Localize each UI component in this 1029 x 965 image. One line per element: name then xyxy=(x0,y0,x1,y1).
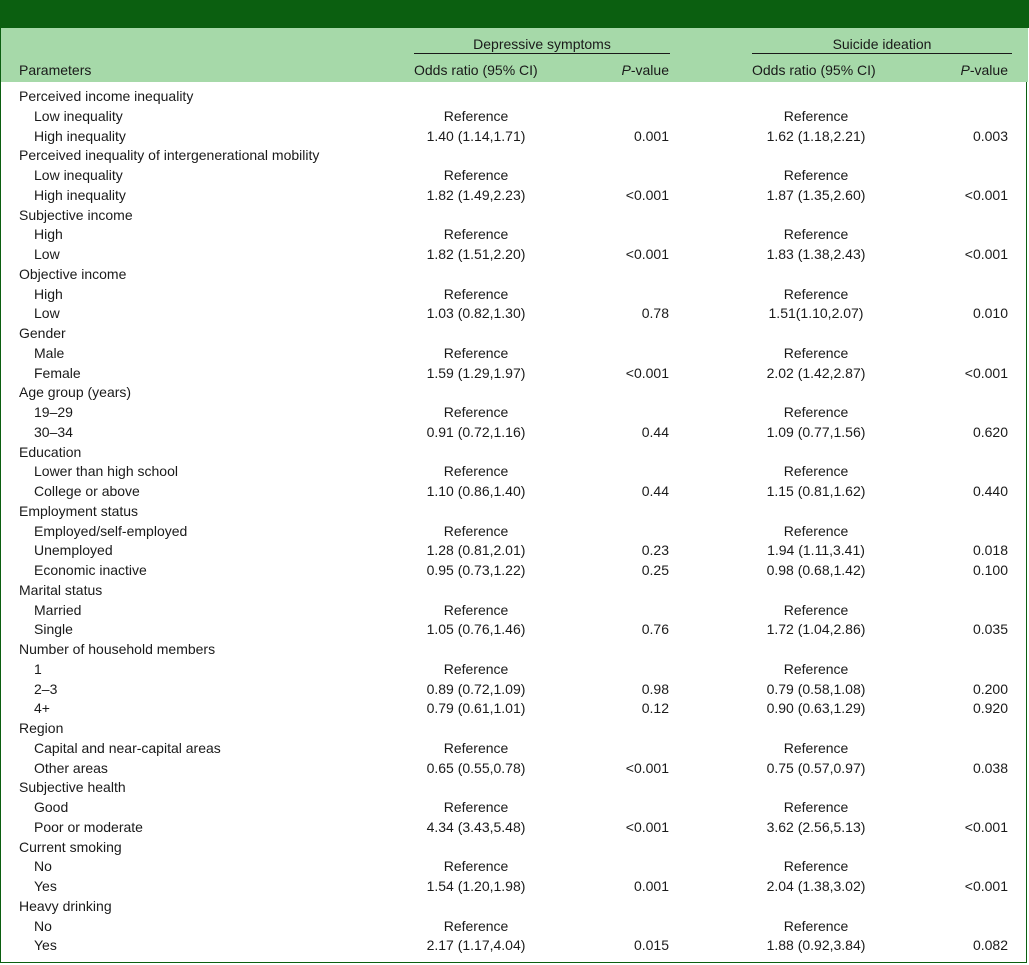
odds-ratio-suicide: Reference xyxy=(783,344,849,361)
odds-ratio-suicide: Reference xyxy=(783,226,849,243)
p-value-depressive: 0.44 xyxy=(641,423,669,440)
p-value-depressive: 0.001 xyxy=(633,127,669,144)
p-value-depressive: 0.015 xyxy=(633,937,669,954)
p-value-depressive: 0.78 xyxy=(641,305,669,322)
p-value-depressive: 0.23 xyxy=(641,542,669,559)
odds-ratio-suicide: 3.62 (2.56,5.13) xyxy=(766,818,866,835)
table-row xyxy=(0,837,1029,857)
p-value-depressive: 0.001 xyxy=(633,878,669,894)
row-label: Low xyxy=(34,246,60,262)
table-row xyxy=(0,916,1029,936)
p-value-suicide: 0.010 xyxy=(972,305,1008,322)
group-rule-suicide xyxy=(752,53,1012,54)
p-value-suicide: <0.001 xyxy=(964,246,1008,262)
col-header-p-suicide: P-value xyxy=(960,62,1008,78)
odds-ratio-suicide: 1.87 (1.35,2.60) xyxy=(766,186,866,203)
odds-ratio-depressive: 2.17 (1.17,4.04) xyxy=(426,937,526,954)
table-row xyxy=(0,698,1029,718)
odds-ratio-depressive: 1.59 (1.29,1.97) xyxy=(426,364,526,381)
col-header-p-depressive: P-value xyxy=(621,62,669,78)
p-value-suicide: 0.920 xyxy=(972,700,1008,717)
table-row xyxy=(0,777,1029,797)
odds-ratio-depressive: 1.28 (0.81,2.01) xyxy=(426,542,526,559)
odds-ratio-suicide: 1.15 (0.81,1.62) xyxy=(766,483,866,499)
table-row xyxy=(0,580,1029,600)
p-value-depressive: <0.001 xyxy=(625,818,669,835)
p-value-depressive: 0.12 xyxy=(641,700,669,717)
table-row xyxy=(0,86,1029,106)
row-label: Subjective health xyxy=(19,779,126,796)
p-value-suicide: 0.003 xyxy=(972,127,1008,144)
row-label: Marital status xyxy=(19,581,103,598)
odds-ratio-suicide: 2.04 (1.38,3.02) xyxy=(766,878,866,894)
table-row xyxy=(0,817,1029,837)
p-value-depressive: 0.25 xyxy=(641,562,669,578)
p-value-suicide: 0.100 xyxy=(972,562,1008,578)
p-value-suicide: <0.001 xyxy=(964,818,1008,835)
row-label: Single xyxy=(34,621,73,638)
p-value-depressive: 0.44 xyxy=(641,483,669,499)
p-value-suicide: 0.035 xyxy=(972,621,1008,638)
table-row xyxy=(0,343,1029,363)
row-label: Perceived inequality of intergenerational mobility xyxy=(19,147,320,164)
row-label: Female xyxy=(34,364,81,381)
odds-ratio-suicide: 1.72 (1.04,2.86) xyxy=(766,621,866,638)
group-rule-depressive xyxy=(414,53,670,54)
row-label: High inequality xyxy=(34,127,126,144)
table-top-bar xyxy=(0,0,1029,28)
odds-ratio-depressive: Reference xyxy=(443,226,509,243)
table-row xyxy=(0,303,1029,323)
odds-ratio-depressive: Reference xyxy=(443,799,509,815)
table-row xyxy=(0,639,1029,659)
col-header-or-suicide: Odds ratio (95% CI) xyxy=(752,62,876,78)
table-row xyxy=(0,896,1029,916)
row-label: Poor or moderate xyxy=(34,818,143,835)
row-label: Perceived income inequality xyxy=(19,88,194,104)
odds-ratio-depressive: Reference xyxy=(443,107,509,124)
row-label: Number of household members xyxy=(19,641,216,657)
p-value-suicide: 0.440 xyxy=(972,483,1008,499)
row-label: Employment status xyxy=(19,502,139,519)
odds-ratio-depressive: Reference xyxy=(443,463,509,480)
odds-ratio-suicide: 0.79 (0.58,1.08) xyxy=(766,680,866,697)
odds-ratio-suicide: Reference xyxy=(783,799,849,815)
row-label: Good xyxy=(34,799,69,815)
row-label: Low inequality xyxy=(34,167,123,183)
table-row xyxy=(0,422,1029,442)
table-row xyxy=(0,442,1029,462)
row-label: 30–34 xyxy=(34,423,73,440)
odds-ratio-suicide: 1.09 (0.77,1.56) xyxy=(766,423,866,440)
row-label: Yes xyxy=(34,878,57,894)
odds-ratio-depressive: 0.65 (0.55,0.78) xyxy=(426,759,526,776)
table-row xyxy=(0,856,1029,876)
odds-ratio-depressive: Reference xyxy=(443,285,509,302)
row-label: Heavy drinking xyxy=(19,897,112,914)
odds-ratio-suicide: 0.75 (0.57,0.97) xyxy=(766,759,866,776)
row-label: Married xyxy=(34,601,82,618)
table-row xyxy=(0,600,1029,620)
row-label: High xyxy=(34,226,63,243)
table-row xyxy=(0,718,1029,738)
odds-ratio-depressive: Reference xyxy=(443,858,509,875)
table-row xyxy=(0,323,1029,343)
row-label: Age group (years) xyxy=(19,384,132,401)
row-label: 2–3 xyxy=(34,680,58,697)
table-row xyxy=(0,224,1029,244)
table-row xyxy=(0,481,1029,501)
odds-ratio-suicide: Reference xyxy=(783,858,849,875)
p-value-suicide: 0.620 xyxy=(972,423,1008,440)
odds-ratio-suicide: Reference xyxy=(783,739,849,756)
p-value-suicide: 0.082 xyxy=(972,937,1008,954)
p-value-depressive: <0.001 xyxy=(625,186,669,203)
p-value-suicide: <0.001 xyxy=(964,364,1008,381)
row-label: Education xyxy=(19,443,82,460)
table-row xyxy=(0,244,1029,264)
odds-ratio-depressive: Reference xyxy=(443,522,509,539)
odds-ratio-suicide: 1.88 (0.92,3.84) xyxy=(766,937,866,954)
table-row xyxy=(0,402,1029,422)
odds-ratio-depressive: 1.10 (0.86,1.40) xyxy=(426,483,526,499)
row-label: Gender xyxy=(19,325,66,341)
group-label-depressive: Depressive symptoms xyxy=(473,36,611,52)
p-value-suicide: 0.018 xyxy=(972,542,1008,559)
group-label-suicide: Suicide ideation xyxy=(832,36,932,52)
row-label: Other areas xyxy=(34,759,108,776)
odds-ratio-depressive: 1.40 (1.14,1.71) xyxy=(426,127,526,144)
p-value-suicide: 0.200 xyxy=(972,680,1008,697)
row-label: Yes xyxy=(34,937,57,954)
row-label: Low inequality xyxy=(34,107,123,124)
row-label: Objective income xyxy=(19,265,127,282)
table-row xyxy=(0,935,1029,955)
odds-ratio-suicide: 1.62 (1.18,2.21) xyxy=(766,127,866,144)
row-label: Economic inactive xyxy=(34,562,147,578)
odds-ratio-depressive: Reference xyxy=(443,917,509,934)
table-row xyxy=(0,619,1029,639)
table-row xyxy=(0,501,1029,521)
odds-ratio-depressive: Reference xyxy=(443,167,509,183)
odds-ratio-suicide: 1.83 (1.38,2.43) xyxy=(766,246,866,262)
p-value-suicide: <0.001 xyxy=(964,878,1008,894)
p-value-depressive: 0.76 xyxy=(641,621,669,638)
odds-ratio-depressive: 1.05 (0.76,1.46) xyxy=(426,621,526,638)
table-row xyxy=(0,106,1029,126)
table-row xyxy=(0,165,1029,185)
table-row xyxy=(0,264,1029,284)
row-label: No xyxy=(34,858,52,875)
row-label: No xyxy=(34,917,52,934)
table-row xyxy=(0,205,1029,225)
odds-ratio-depressive: Reference xyxy=(443,601,509,618)
row-label: High inequality xyxy=(34,186,126,203)
odds-ratio-depressive: 0.79 (0.61,1.01) xyxy=(426,700,526,717)
odds-ratio-suicide: Reference xyxy=(783,522,849,539)
odds-ratio-suicide: Reference xyxy=(783,107,849,124)
odds-ratio-suicide: Reference xyxy=(783,917,849,934)
odds-ratio-depressive: 0.95 (0.73,1.22) xyxy=(426,562,526,578)
row-label: Employed/self-employed xyxy=(34,522,188,539)
row-label: 1 xyxy=(34,660,42,677)
row-label: Lower than high school xyxy=(34,463,178,480)
table-row xyxy=(0,659,1029,679)
odds-ratio-suicide: Reference xyxy=(783,601,849,618)
col-header-parameters: Parameters xyxy=(19,62,92,78)
p-value-suicide: <0.001 xyxy=(964,186,1008,203)
row-label: College or above xyxy=(34,483,140,499)
odds-ratio-suicide: 0.98 (0.68,1.42) xyxy=(766,562,866,578)
odds-ratio-suicide: 0.90 (0.63,1.29) xyxy=(766,700,866,717)
odds-ratio-depressive: 0.89 (0.72,1.09) xyxy=(426,680,526,697)
table-row xyxy=(0,126,1029,146)
table-row xyxy=(0,521,1029,541)
table-row xyxy=(0,185,1029,205)
odds-ratio-depressive: 0.91 (0.72,1.16) xyxy=(426,423,526,440)
table-row xyxy=(0,382,1029,402)
row-label: High xyxy=(34,285,63,302)
table-row xyxy=(0,758,1029,778)
col-header-or-depressive: Odds ratio (95% CI) xyxy=(414,62,538,78)
odds-ratio-depressive: 4.34 (3.43,5.48) xyxy=(426,818,526,835)
p-value-depressive: <0.001 xyxy=(625,759,669,776)
table-row xyxy=(0,363,1029,383)
table-row xyxy=(0,876,1029,896)
odds-ratio-suicide: 1.94 (1.11,3.41) xyxy=(767,542,865,559)
row-label: Male xyxy=(34,344,65,361)
row-label: Region xyxy=(19,720,64,736)
row-label: 19–29 xyxy=(34,404,73,420)
p-value-suicide: 0.038 xyxy=(972,759,1008,776)
p-value-depressive: <0.001 xyxy=(625,364,669,381)
odds-ratio-suicide: Reference xyxy=(783,285,849,302)
table-row xyxy=(0,284,1029,304)
odds-ratio-suicide: 2.02 (1.42,2.87) xyxy=(766,364,866,381)
odds-ratio-depressive: Reference xyxy=(443,660,509,677)
table-row xyxy=(0,145,1029,165)
row-label: Capital and near-capital areas xyxy=(34,739,221,756)
row-label: Unemployed xyxy=(34,542,113,559)
odds-ratio-depressive: 1.03 (0.82,1.30) xyxy=(426,305,526,322)
odds-ratio-suicide: Reference xyxy=(783,660,849,677)
row-label: 4+ xyxy=(34,700,50,717)
odds-ratio-depressive: Reference xyxy=(443,404,509,420)
table-row xyxy=(0,540,1029,560)
table-row xyxy=(0,461,1029,481)
odds-ratio-depressive: Reference xyxy=(443,344,509,361)
odds-ratio-suicide: Reference xyxy=(783,404,849,420)
row-label: Low xyxy=(34,305,60,322)
row-label: Subjective income xyxy=(19,206,133,223)
table-row xyxy=(0,797,1029,817)
p-value-depressive: <0.001 xyxy=(625,246,669,262)
odds-ratio-depressive: 1.54 (1.20,1.98) xyxy=(426,878,526,894)
p-value-depressive: 0.98 xyxy=(641,680,669,697)
odds-ratio-suicide: 1.51(1.10,2.07) xyxy=(768,305,864,322)
table-row xyxy=(0,560,1029,580)
odds-ratio-depressive: 1.82 (1.49,2.23) xyxy=(426,186,526,203)
odds-ratio-suicide: Reference xyxy=(783,167,849,183)
table-row xyxy=(0,679,1029,699)
odds-ratio-depressive: 1.82 (1.51,2.20) xyxy=(426,246,526,262)
odds-ratio-depressive: Reference xyxy=(443,739,509,756)
row-label: Current smoking xyxy=(19,838,122,855)
odds-ratio-suicide: Reference xyxy=(783,463,849,480)
table-row xyxy=(0,738,1029,758)
